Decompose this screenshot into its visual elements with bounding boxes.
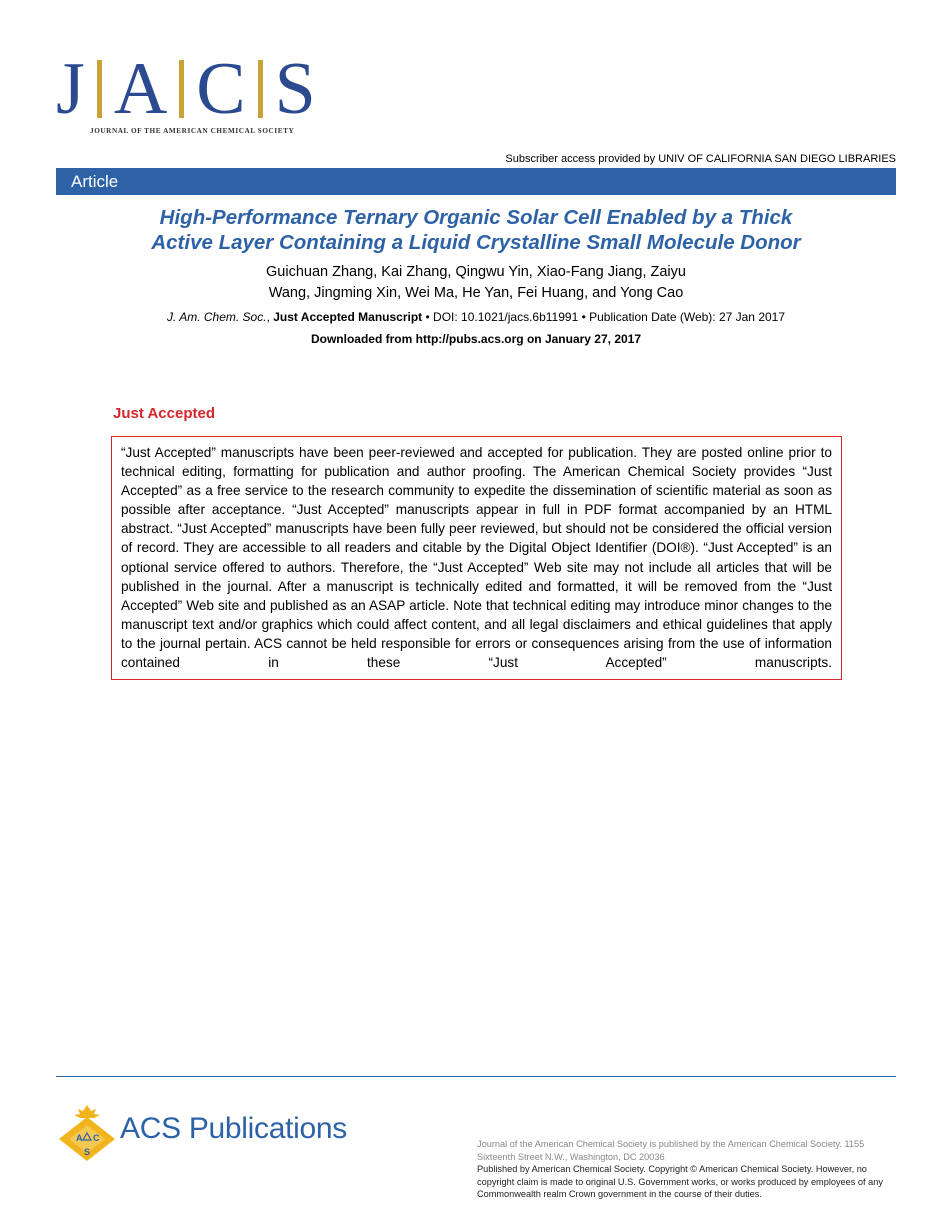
copyright-notice: Published by American Chemical Society. Copyright © American Chemical Society. However, no copyright claim is made to original U.S. Government works, or works produced by employees of any Commonwealth realm Crown government in the course of their duties.	[477, 1164, 883, 1200]
article-title-line: Active Layer Containing a Liquid Crystalline Small Molecule Donor	[151, 231, 801, 254]
logo-separator	[258, 60, 263, 118]
publisher-info	[477, 1138, 897, 1201]
acs-publications-logo	[56, 1103, 356, 1163]
logo-separator	[97, 60, 102, 118]
journal-name: J. Am. Chem. Soc.	[166, 310, 267, 324]
logo-letter-a: A	[113, 48, 168, 130]
logo-letter-c: C	[196, 48, 246, 130]
just-accepted-notice: “Just Accepted” manuscripts have been peer-reviewed and accepted for publication. They are posted online prior to technical editing, formatting for publication and author proofing. The American Chemical Society provides “Just Accepted” as a free service to the research community to expedite the dissemination of scientific material as soon as possible after acceptance. “Just Accepted” manuscripts appear in full in PDF format accompanied by an HTML abstract. “Just Accepted” manuscripts have been fully peer reviewed, but should not be considered the official version of record. They are accessible to all readers and citable by the Digital Object Identifier (DOI®). “Just Accepted” is an optional service offered to authors. Therefore, the “Just Accepted” Web site may not include all articles that will be published in the journal. After a manuscript is technically edited and formatted, it will be removed from the “Just Accepted” Web site and published as an ASAP article. Note that technical editing may introduce minor changes to the manuscript text and/or graphics which could affect content, and all legal disclaimers and ethical guidelines that apply to the journal pertain. ACS cannot be held responsible for errors or consequences arising from the use of information contained in these “Just Accepted” manuscripts.	[111, 436, 842, 680]
article-title-line: High-Performance Ternary Organic Solar Cell Enabled by a Thick	[159, 206, 793, 229]
author-line: Wang, Jingming Xin, Wei Ma, He Yan, Fei Huang, and Yong Cao	[268, 285, 684, 301]
jacs-logo-letters	[56, 48, 316, 130]
publisher-address: Journal of the American Chemical Society is published by the American Chemical Society. 1155 Sixteenth Street N.W., Washington, DC 20036	[477, 1139, 865, 1162]
citation-line: J. Am. Chem. Soc., Just Accepted Manuscript • DOI: 10.1021/jacs.6b11991 • Publication Date (Web): 27 Jan 2017	[166, 310, 786, 324]
download-note: Downloaded from http://pubs.acs.org on January 27, 2017	[310, 332, 642, 346]
acs-emblem-icon	[56, 1103, 118, 1163]
subscriber-access-note: Subscriber access provided by UNIV OF CALIFORNIA SAN DIEGO LIBRARIES	[505, 153, 896, 165]
article-title	[56, 205, 896, 255]
jacs-logo-subtitle: JOURNAL OF THE AMERICAN CHEMICAL SOCIETY	[90, 127, 295, 135]
emblem-letter-a: A	[76, 1133, 83, 1143]
doi-and-date: • DOI: 10.1021/jacs.6b11991 • Publication Date (Web): 27 Jan 2017	[425, 310, 786, 324]
logo-letter-j: J	[56, 48, 85, 130]
logo-letter-s: S	[274, 48, 316, 130]
section-label: Article	[71, 172, 119, 191]
jacs-logo	[56, 48, 336, 138]
acs-publications-wordmark: ACS Publications	[120, 1112, 347, 1145]
emblem-letter-s: S	[84, 1147, 91, 1157]
manuscript-status: Just Accepted Manuscript	[273, 310, 423, 324]
footer-divider	[56, 1076, 896, 1077]
author-line: Guichuan Zhang, Kai Zhang, Qingwu Yin, Xiao-Fang Jiang, Zaiyu	[266, 264, 686, 280]
just-accepted-heading: Just Accepted	[113, 405, 215, 422]
logo-separator	[179, 60, 184, 118]
section-bar	[56, 168, 896, 195]
author-list	[56, 262, 896, 304]
emblem-letter-c: C	[93, 1133, 100, 1143]
